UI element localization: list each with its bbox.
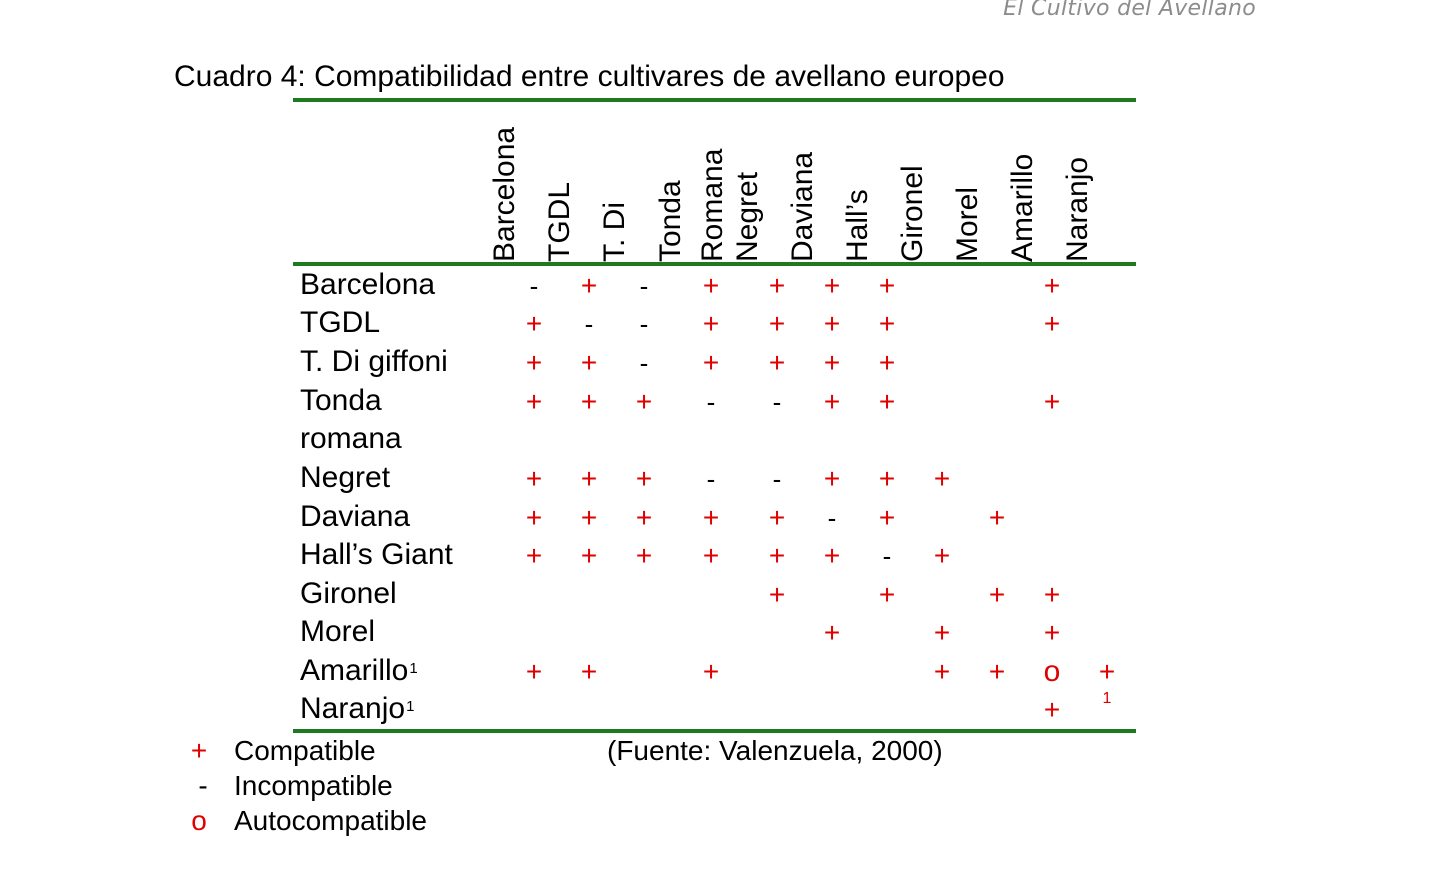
compat-cell: +: [635, 463, 653, 494]
compat-cell: +: [878, 347, 896, 378]
compat-cell: +: [702, 270, 720, 301]
compat-cell: +: [525, 386, 543, 417]
compat-cell: o: [1043, 655, 1061, 688]
compat-cell: +: [878, 270, 896, 301]
legend-symbol-compatible: +: [190, 735, 208, 766]
compat-cell: +: [823, 617, 841, 648]
compat-cell: +: [635, 540, 653, 571]
compat-cell: +: [878, 308, 896, 339]
row-label-tonda: [300, 382, 382, 420]
compat-cell: -: [639, 348, 649, 378]
compat-cell: +: [635, 502, 653, 533]
footnote-marker: 1: [1102, 690, 1112, 707]
compat-cell: +: [878, 579, 896, 610]
column-header-label: Tonda: [654, 180, 687, 262]
compat-cell: +: [1098, 656, 1116, 687]
compat-cell: +: [635, 386, 653, 417]
compat-cell: +: [525, 463, 543, 494]
row-label-romana: [300, 420, 402, 458]
table-caption: Cuadro 4: Compatibilidad entre cultivares de avellano europeo: [174, 60, 1005, 93]
compat-cell: +: [525, 308, 543, 339]
compat-cell: -: [772, 464, 782, 494]
column-header-label: Daviana: [786, 151, 819, 262]
legend-text-compatible: Compatible: [234, 735, 376, 766]
row-label-text: romana: [300, 422, 402, 455]
compat-cell: +: [933, 463, 951, 494]
compat-cell: +: [1043, 694, 1061, 725]
row-label-text: Negret: [300, 461, 391, 494]
row-label-morel: [300, 613, 375, 651]
compat-cell: +: [988, 502, 1006, 533]
compat-cell: +: [823, 270, 841, 301]
compat-cell: +: [933, 540, 951, 571]
compat-cell: +: [702, 656, 720, 687]
compat-cell: -: [772, 387, 782, 417]
row-label-daviana: [300, 498, 410, 536]
column-header-label: Naranjo: [1061, 156, 1094, 262]
compat-cell: +: [702, 502, 720, 533]
column-header-label: Romana: [696, 148, 729, 262]
compat-cell: +: [580, 656, 598, 687]
row-label-text: TGDL: [300, 306, 381, 339]
compat-cell: +: [1043, 617, 1061, 648]
compat-cell: +: [768, 347, 786, 378]
compat-cell: +: [1043, 386, 1061, 417]
compat-cell: +: [580, 502, 598, 533]
compat-cell: +: [525, 540, 543, 571]
row-label-text: Morel: [300, 615, 376, 648]
row-label-text: T. Di giffoni: [300, 345, 448, 378]
row-label-text: Barcelona: [300, 268, 436, 301]
row-label-tgdl: [300, 304, 380, 342]
compat-cell: +: [933, 617, 951, 648]
row-label-gironel: [300, 575, 397, 613]
row-label-text: Hall’s Giant: [300, 538, 453, 571]
bottom-rule: [293, 729, 1136, 733]
running-header: El Cultivo del Avellano: [1003, 0, 1256, 21]
compat-cell: +: [580, 540, 598, 571]
compat-cell: +: [768, 270, 786, 301]
compat-cell: +: [878, 386, 896, 417]
compat-cell: +: [580, 463, 598, 494]
compat-cell: +: [580, 347, 598, 378]
legend-symbol-incompatible: -: [198, 770, 208, 801]
compat-cell: +: [580, 386, 598, 417]
compat-cell: -: [529, 271, 539, 301]
row-label-negret: [300, 459, 390, 497]
legend-symbol-autocompatible: o: [191, 805, 207, 836]
compat-cell: +: [768, 579, 786, 610]
compat-cell: -: [706, 387, 716, 417]
compat-cell: +: [1043, 579, 1061, 610]
row-label-t-di-giffoni: [300, 343, 448, 381]
compat-cell: -: [827, 503, 837, 533]
compat-cell: +: [823, 308, 841, 339]
compat-cell: +: [1043, 308, 1061, 339]
column-header-label: Hall’s: [841, 189, 874, 262]
footnote-marker: 1: [409, 660, 418, 677]
compat-cell: -: [639, 271, 649, 301]
column-header-label: Gironel: [896, 165, 929, 262]
row-label-barcelona: [300, 266, 435, 304]
column-header-label: Amarillo: [1006, 153, 1039, 262]
compat-cell: +: [878, 463, 896, 494]
compat-cell: +: [878, 502, 896, 533]
compat-cell: +: [988, 656, 1006, 687]
compat-cell: +: [702, 540, 720, 571]
compat-cell: -: [882, 541, 892, 571]
row-label-text: Amarillo: [300, 654, 409, 687]
footnote-marker: 1: [406, 698, 415, 715]
compat-cell: +: [823, 463, 841, 494]
compat-cell: +: [988, 579, 1006, 610]
row-label-amarillo: [300, 652, 418, 690]
compat-cell: +: [768, 308, 786, 339]
compat-cell: +: [1043, 270, 1061, 301]
compat-cell: +: [823, 386, 841, 417]
compat-cell: +: [525, 347, 543, 378]
compat-cell: +: [580, 270, 598, 301]
compat-cell: -: [584, 309, 594, 339]
column-header-label: Barcelona: [488, 126, 521, 262]
compat-cell: -: [706, 464, 716, 494]
compat-cell: +: [525, 656, 543, 687]
compat-cell: +: [823, 540, 841, 571]
row-label-text: Naranjo: [300, 692, 406, 725]
compat-cell: +: [768, 540, 786, 571]
column-header-label: TGDL: [543, 181, 576, 262]
top-rule: [293, 98, 1136, 102]
column-header-label: Negret: [731, 171, 764, 262]
compat-cell: +: [525, 502, 543, 533]
row-label-hall-s-giant: [300, 536, 453, 574]
column-header-label: T. Di: [598, 202, 631, 262]
compat-cell: +: [702, 308, 720, 339]
source-note: (Fuente: Valenzuela, 2000): [607, 735, 943, 766]
legend-text-incompatible: Incompatible: [234, 770, 393, 801]
row-label-text: Gironel: [300, 577, 397, 610]
legend-text-autocompatible: Autocompatible: [234, 805, 428, 836]
row-label-text: Daviana: [300, 500, 411, 533]
compat-cell: -: [639, 309, 649, 339]
compat-cell: +: [768, 502, 786, 533]
column-header-label: Morel: [951, 186, 984, 262]
compat-cell: +: [933, 656, 951, 687]
row-label-text: Tonda: [300, 384, 382, 417]
compat-cell: +: [823, 347, 841, 378]
row-label-naranjo: [300, 690, 414, 728]
compat-cell: +: [702, 347, 720, 378]
